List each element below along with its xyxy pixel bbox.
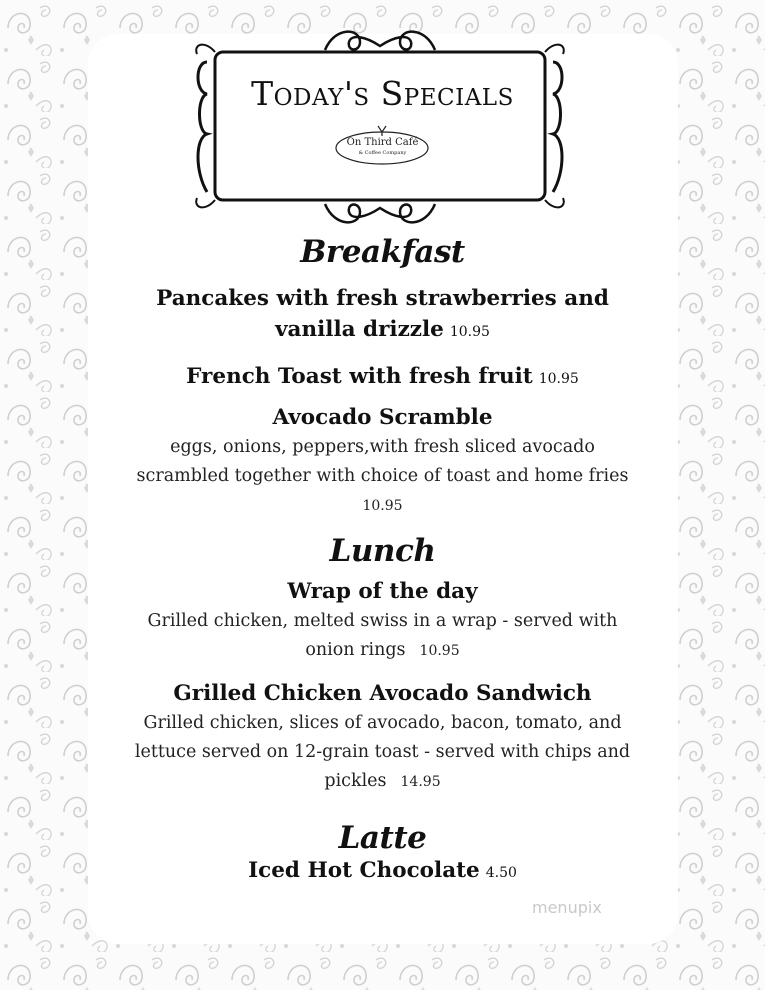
desc-line: eggs, onions, peppers,with fresh sliced avocado — [170, 437, 595, 457]
item-price: 10.95 — [449, 324, 490, 340]
menu-item-wrap: Wrap of the day — [287, 579, 478, 604]
item-price: 10.95 — [538, 371, 579, 387]
logo-name: On Third Café — [346, 137, 419, 148]
item-description — [90, 607, 675, 666]
item-description — [90, 709, 675, 797]
page-title: Today's Specials — [251, 74, 514, 113]
menu-item-chicken-avocado-sandwich: Grilled Chicken Avocado Sandwich — [173, 681, 592, 706]
desc-line: Grilled chicken, slices of avocado, bacon, tomato, and — [143, 713, 622, 733]
item-price: 10.95 — [419, 643, 460, 659]
section-heading-latte: Latte — [338, 820, 427, 856]
menu-item-iced-hot-chocolate — [95, 855, 670, 889]
item-name: vanilla drizzle — [275, 317, 444, 342]
desc-line: lettuce served on 12-grain toast - served with chips and — [134, 742, 631, 762]
item-name: French Toast with fresh fruit — [186, 364, 533, 389]
logo-subtitle: & Coffee Company — [358, 150, 407, 156]
item-name: Iced Hot Chocolate — [248, 858, 480, 883]
watermark: menupix — [532, 898, 602, 917]
section-heading-lunch: Lunch — [329, 533, 436, 569]
desc-line: pickles — [324, 771, 387, 791]
menu-item-pancakes — [95, 283, 670, 348]
item-price: 10.95 — [362, 498, 403, 514]
item-description — [90, 433, 675, 521]
menu-item-french-toast — [95, 361, 670, 395]
item-name: Pancakes with fresh strawberries and — [156, 286, 609, 311]
section-heading-breakfast: Breakfast — [300, 234, 465, 270]
item-price: 4.50 — [485, 865, 517, 881]
desc-line: scrambled together with choice of toast and home fries — [136, 466, 629, 486]
desc-line: Grilled chicken, melted swiss in a wrap - served with — [147, 611, 618, 631]
menu-item-avocado-scramble: Avocado Scramble — [272, 405, 493, 430]
item-price: 14.95 — [400, 774, 441, 790]
desc-line: onion rings — [305, 640, 406, 660]
